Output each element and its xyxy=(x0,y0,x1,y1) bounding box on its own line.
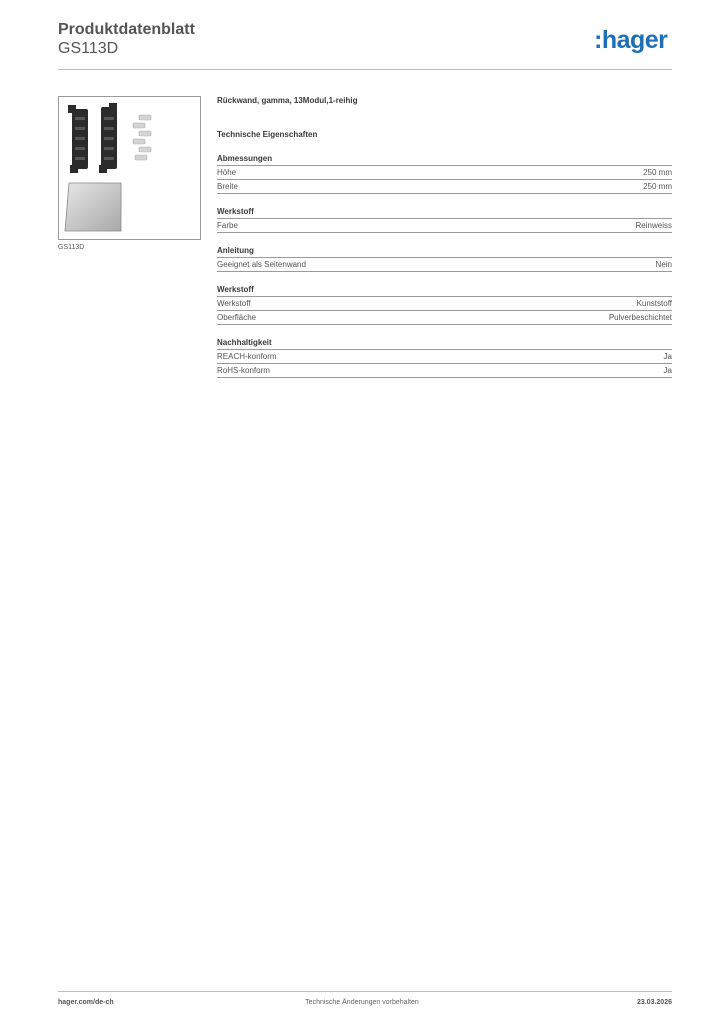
spec-row xyxy=(217,311,672,325)
image-caption: GS113D xyxy=(58,244,85,251)
spec-group-title: Anleitung xyxy=(217,246,672,258)
spec-row xyxy=(217,350,672,364)
spec-row xyxy=(217,258,672,272)
spec-group-title: Abmessungen xyxy=(217,154,672,166)
rail-right xyxy=(99,103,117,173)
spec-column xyxy=(217,96,672,378)
spec-row xyxy=(217,166,672,180)
footer-website-link[interactable]: hager.com/de-ch xyxy=(58,999,114,1006)
spec-group-title: Werkstoff xyxy=(217,207,672,219)
spec-value: Nein xyxy=(655,260,672,269)
product-illustration xyxy=(59,97,200,239)
spec-value: 250 mm xyxy=(643,168,672,177)
spec-value: Kunststoff xyxy=(636,299,672,308)
specs-heading: Technische Eigenschaften xyxy=(217,130,318,139)
spec-label: Geeignet als Seitenwand xyxy=(217,260,306,269)
spec-value: Ja xyxy=(663,366,672,375)
header-divider xyxy=(58,69,672,70)
spec-value: Ja xyxy=(663,352,672,361)
back-panel xyxy=(65,183,121,231)
spec-group-title: Werkstoff xyxy=(217,285,672,297)
spec-group-werkstoff-farbe xyxy=(217,207,672,233)
spec-row xyxy=(217,180,672,194)
spec-row xyxy=(217,364,672,378)
rail-left xyxy=(68,105,88,173)
spec-value: 250 mm xyxy=(643,182,672,191)
spec-value: Pulverbeschichtet xyxy=(608,313,672,322)
spec-group-title: Nachhaltigkeit xyxy=(217,338,672,350)
product-image xyxy=(58,96,201,240)
page-title: Produktdatenblatt xyxy=(58,21,195,38)
spec-group-anleitung xyxy=(217,246,672,272)
spec-label: Breite xyxy=(217,182,238,191)
spec-row xyxy=(217,219,672,233)
product-name: Rückwand, gamma, 13Modul,1-reihig xyxy=(217,96,358,105)
footer-notice: Technische Änderungen vorbehalten xyxy=(305,999,419,1006)
spec-group-nachhaltigkeit xyxy=(217,338,672,378)
spec-label: REACH-konform xyxy=(217,352,277,361)
spec-label: Oberfläche xyxy=(217,313,257,322)
spec-value: Reinweiss xyxy=(635,221,672,230)
product-code: GS113D xyxy=(58,40,119,57)
footer-date: 23.03.2026 xyxy=(636,999,672,1006)
spec-group-werkstoff xyxy=(217,285,672,325)
mounting-clips xyxy=(133,115,151,160)
spec-label: Farbe xyxy=(217,221,238,230)
footer-divider xyxy=(58,991,672,992)
spec-label: Höhe xyxy=(217,168,237,177)
spec-group-abmessungen xyxy=(217,154,672,194)
spec-row xyxy=(217,297,672,311)
spec-label: RoHS-konform xyxy=(217,366,270,375)
hager-logo: :hager xyxy=(594,26,668,54)
spec-label: Werkstoff xyxy=(217,299,251,308)
